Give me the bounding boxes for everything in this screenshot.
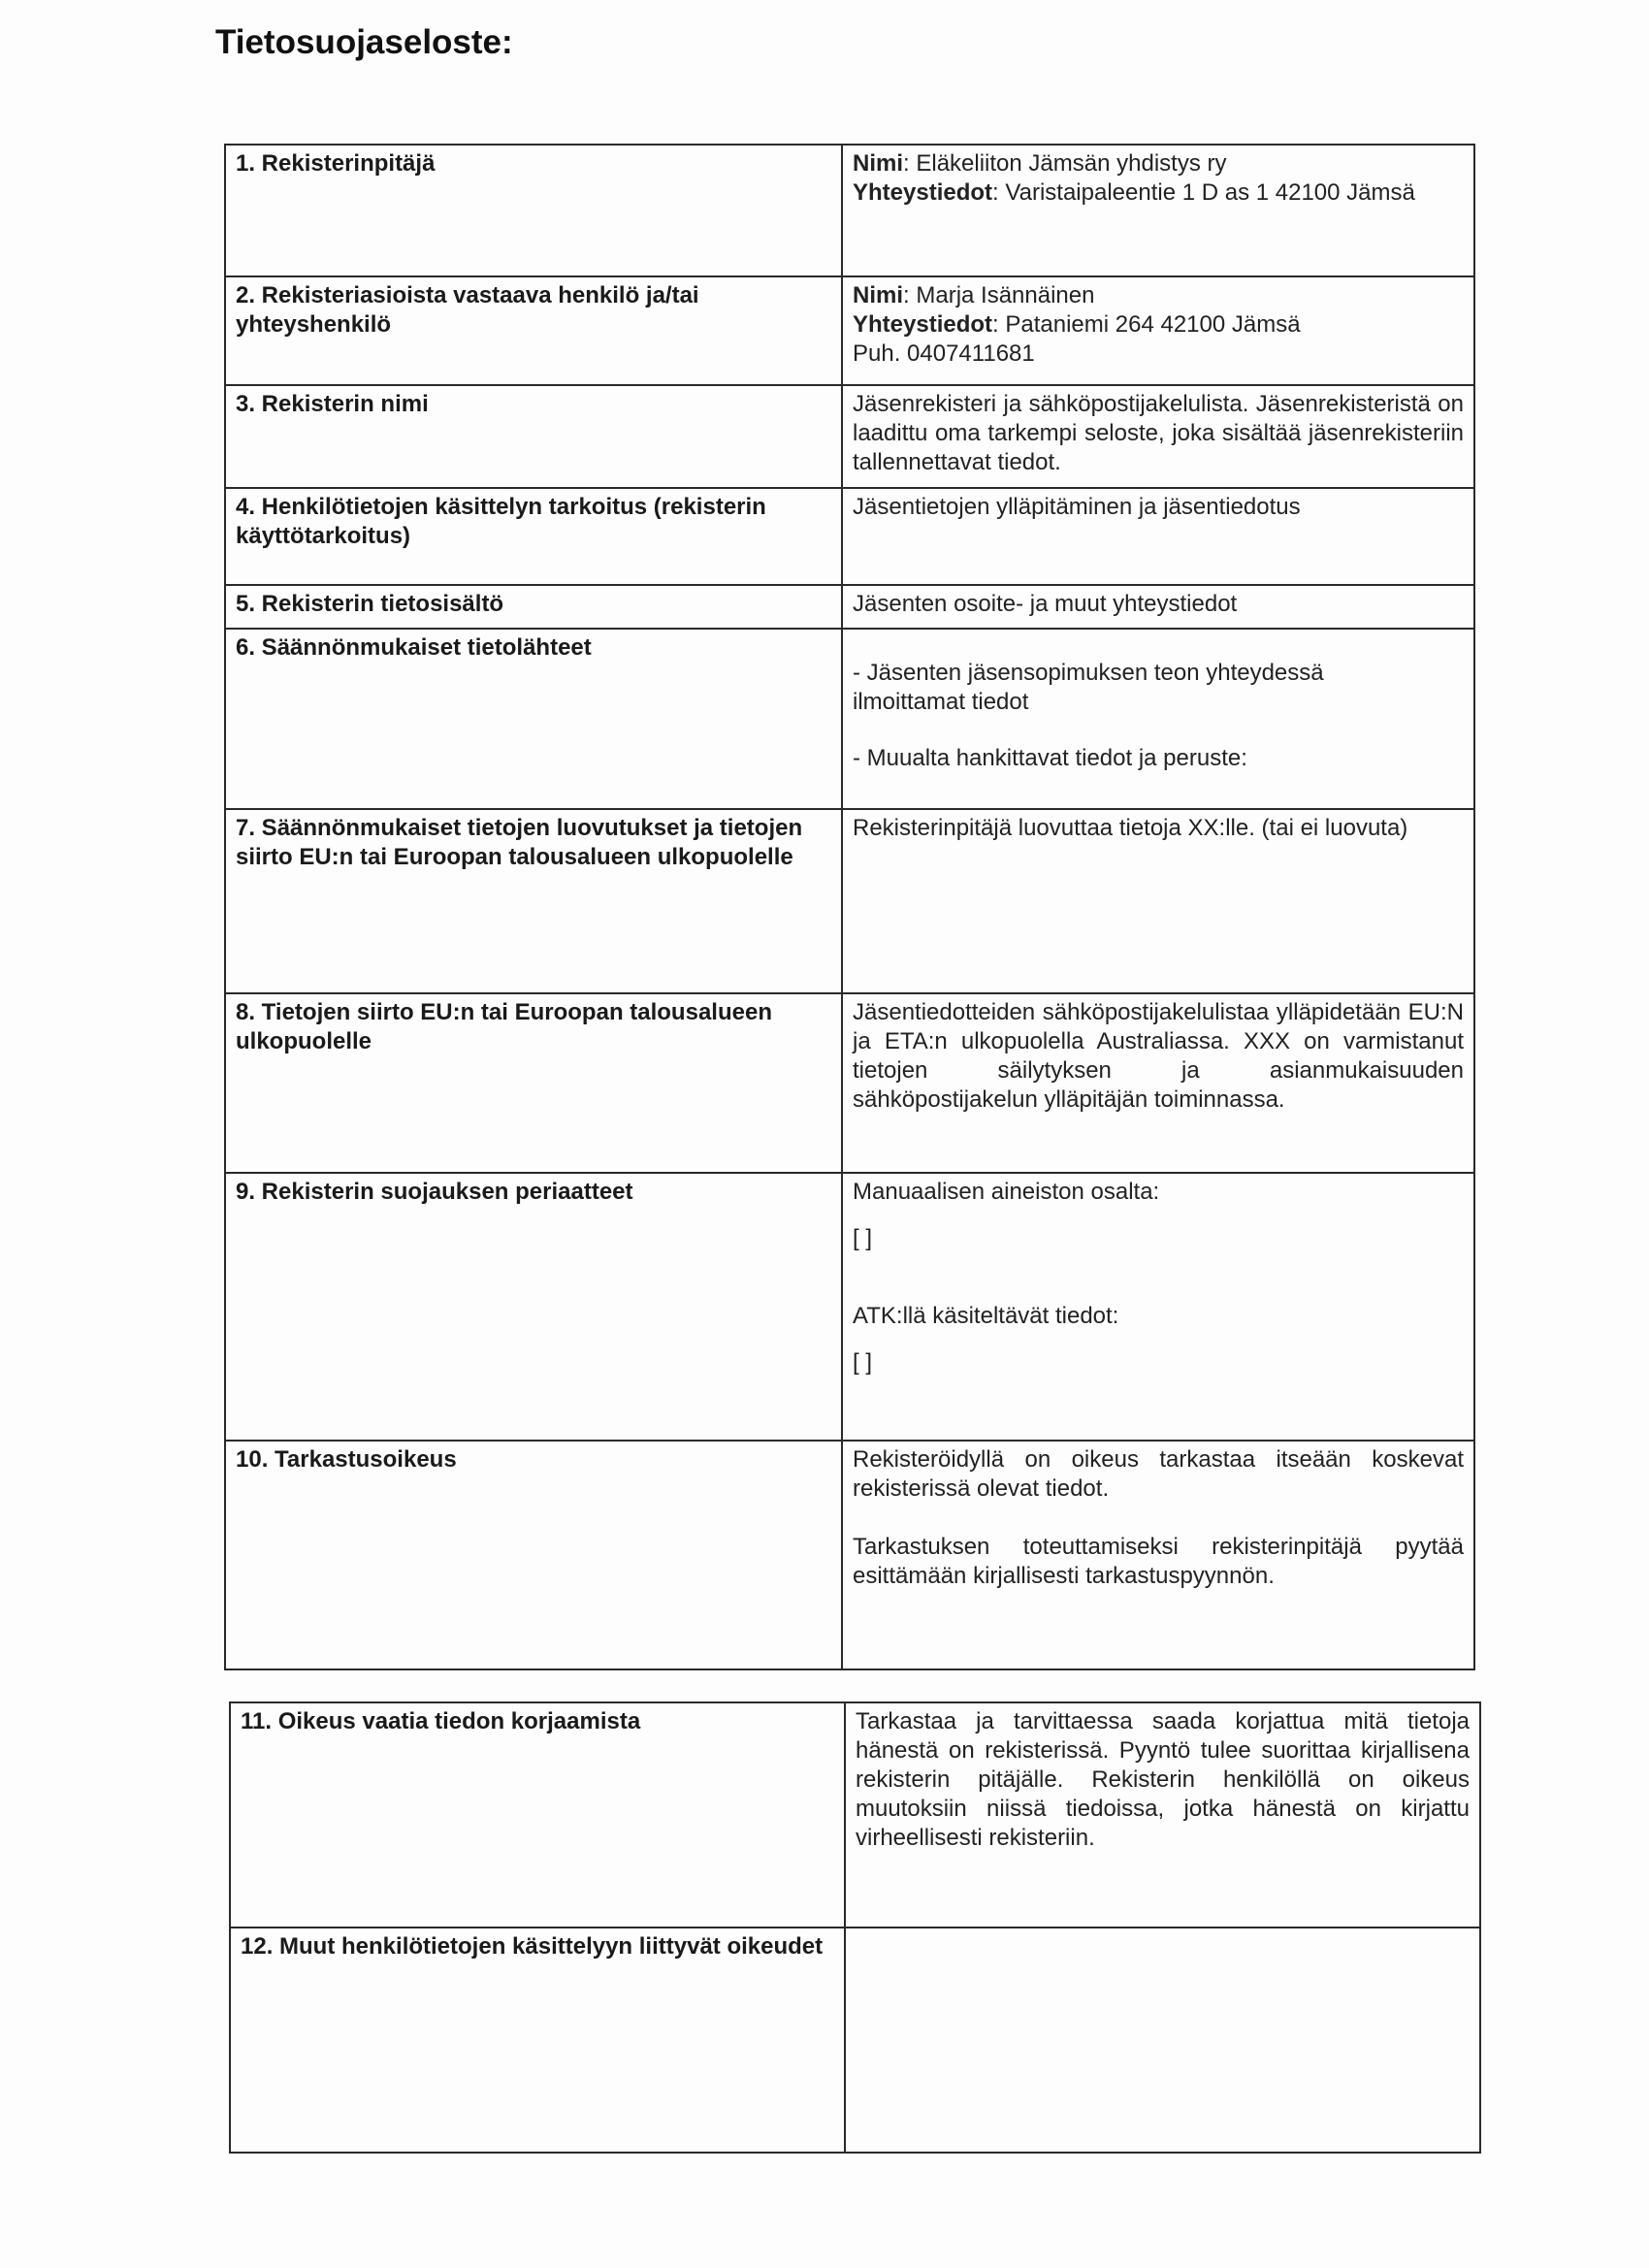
row-value-cell (842, 488, 1474, 585)
row-label: 3. Rekisterin nimi (236, 391, 429, 417)
contact-value: Varistaipaleentie 1 D as 1 42100 Jämsä (1005, 179, 1415, 206)
atk-checkbox: [ ] (853, 1349, 873, 1376)
manual-label: Manuaalisen aineiston osalta: (853, 1179, 1160, 1205)
table-row (225, 385, 1474, 488)
source-value-2: - Muualta hankittavat tiedot ja peruste: (853, 745, 1247, 771)
table-row (230, 1928, 1480, 2153)
row-label: 9. Rekisterin suojauksen periaatteet (236, 1179, 633, 1205)
row-label-cell (230, 1702, 845, 1928)
row-value-cell (842, 276, 1474, 385)
row-label: 11. Oikeus vaatia tiedon korjaamista (241, 1708, 641, 1734)
inspection-value-2: Tarkastuksen toteuttamiseksi rekisterinpitäjä pyytää esittämään kirjallisesti tarkastuspyynnön. (853, 1534, 1464, 1589)
row-label: 1. Rekisterinpitäjä (236, 150, 436, 177)
row-value-cell (842, 809, 1474, 993)
contact-value: Pataniemi 264 42100 Jämsä (1005, 311, 1301, 338)
row-label-cell (225, 145, 842, 276)
atk-label: ATK:llä käsiteltävät tiedot: (853, 1303, 1119, 1329)
disclosure-value: Rekisterinpitäjä luovuttaa tietoja XX:lle. (tai ei luovuta) (853, 815, 1408, 841)
row-label-cell (225, 993, 842, 1173)
content-value: Jäsenten osoite- ja muut yhteystiedot (853, 591, 1238, 617)
protection-values (853, 1178, 1464, 1377)
row-label: 5. Rekisterin tietosisältö (236, 591, 504, 617)
page-title: Tietosuojaseloste: (215, 23, 513, 61)
row-label: 6. Säännönmukaiset tietolähteet (236, 634, 592, 661)
contact-person-name: Nimi: Marja Isännäinen (853, 282, 1095, 308)
table-row (225, 809, 1474, 993)
table-row (225, 629, 1474, 809)
controller-name: Nimi: Eläkeliiton Jämsän yhdistys ry (853, 150, 1227, 177)
row-label-cell (230, 1928, 845, 2153)
source-value-1: - Jäsenten jäsensopimuksen teon yhteydessä ilmoittamat tiedot (853, 660, 1324, 715)
name-key: Nimi (853, 282, 904, 308)
name-value: Marja Isännäinen (916, 282, 1095, 308)
row-label-cell (225, 385, 842, 488)
table-row (225, 993, 1474, 1173)
row-value-cell (845, 1702, 1480, 1928)
contact-person-address: Yhteystiedot: Pataniemi 264 42100 Jämsä (853, 311, 1301, 338)
table-row (225, 145, 1474, 276)
row-label-cell (225, 629, 842, 809)
row-label: 10. Tarkastusoikeus (236, 1446, 457, 1473)
contact-person-phone: Puh. 0407411681 (853, 340, 1035, 367)
row-label: 12. Muut henkilötietojen käsittelyyn liittyvät oikeudet (241, 1933, 824, 1960)
transfer-value: Jäsentiedotteiden sähköpostijakelulistaa ylläpidetään EU:N ja ETA:n ulkopuolella Australiassa. XXX on varmistanut tietojen säilytyksen ja asianmukaisuuden sähköpostijakelun ylläpitäjän toiminnassa. (853, 999, 1464, 1113)
row-label-cell (225, 585, 842, 629)
inspection-value-1: Rekisteröidyllä on oikeus tarkastaa itseään koskevat rekisterissä olevat tiedot. (853, 1446, 1464, 1502)
row-value-cell (842, 1173, 1474, 1441)
privacy-statement-table (224, 144, 1475, 1670)
table-row (225, 1173, 1474, 1441)
row-value-cell (845, 1928, 1480, 2153)
name-key: Nimi (853, 150, 904, 177)
contact-key: Yhteystiedot (853, 311, 993, 338)
table-row (225, 276, 1474, 385)
row-value-cell (842, 1441, 1474, 1669)
privacy-statement-table-continued (229, 1701, 1481, 2154)
table-row (225, 1441, 1474, 1669)
manual-checkbox: [ ] (853, 1225, 873, 1251)
row-value-cell (842, 585, 1474, 629)
table-row (225, 585, 1474, 629)
row-label-cell (225, 276, 842, 385)
row-label: 8. Tietojen siirto EU:n tai Euroopan talousalueen ulkopuolelle (236, 999, 772, 1054)
table-row (230, 1702, 1480, 1928)
row-label: 2. Rekisteriasioista vastaava henkilö ja/tai yhteyshenkilö (236, 282, 699, 338)
row-label: 4. Henkilötietojen käsittelyn tarkoitus (rekisterin käyttötarkoitus) (236, 494, 766, 549)
rectification-value: Tarkastaa ja tarvittaessa saada korjattua mitä tietoja hänestä on rekisterissä. Pyyntö tulee suorittaa kirjallisena rekisterin pitäjälle. Rekisterin henkilöllä on oikeus muutoksiin niissä tiedoissa, jotka hänestä on kirjattu virheellisesti rekisteriin. (856, 1708, 1470, 1851)
contact-key: Yhteystiedot (853, 179, 993, 206)
row-value-cell (842, 145, 1474, 276)
row-value-cell (842, 993, 1474, 1173)
inspection-values (853, 1445, 1464, 1591)
name-value: Eläkeliiton Jämsän yhdistys ry (916, 150, 1227, 177)
row-label-cell (225, 1441, 842, 1669)
row-label-cell (225, 1173, 842, 1441)
row-value-cell (842, 385, 1474, 488)
row-value-cell (842, 629, 1474, 809)
table-row (225, 488, 1474, 585)
row-label-cell (225, 809, 842, 993)
purpose-value: Jäsentietojen ylläpitäminen ja jäsentiedotus (853, 494, 1301, 520)
row-label-cell (225, 488, 842, 585)
row-value-wrap (853, 659, 1464, 773)
controller-contact: Yhteystiedot: Varistaipaleentie 1 D as 1 42100 Jämsä (853, 179, 1415, 206)
row-label: 7. Säännönmukaiset tietojen luovutukset ja tietojen siirto EU:n tai Euroopan talousalueen ulkopuolelle (236, 815, 803, 870)
register-name-value: Jäsenrekisteri ja sähköpostijakelulista. Jäsenrekisteristä on laadittu oma tarkempi seloste, joka sisältää jäsenrekisteriin tallennettavat tiedot. (853, 391, 1464, 475)
